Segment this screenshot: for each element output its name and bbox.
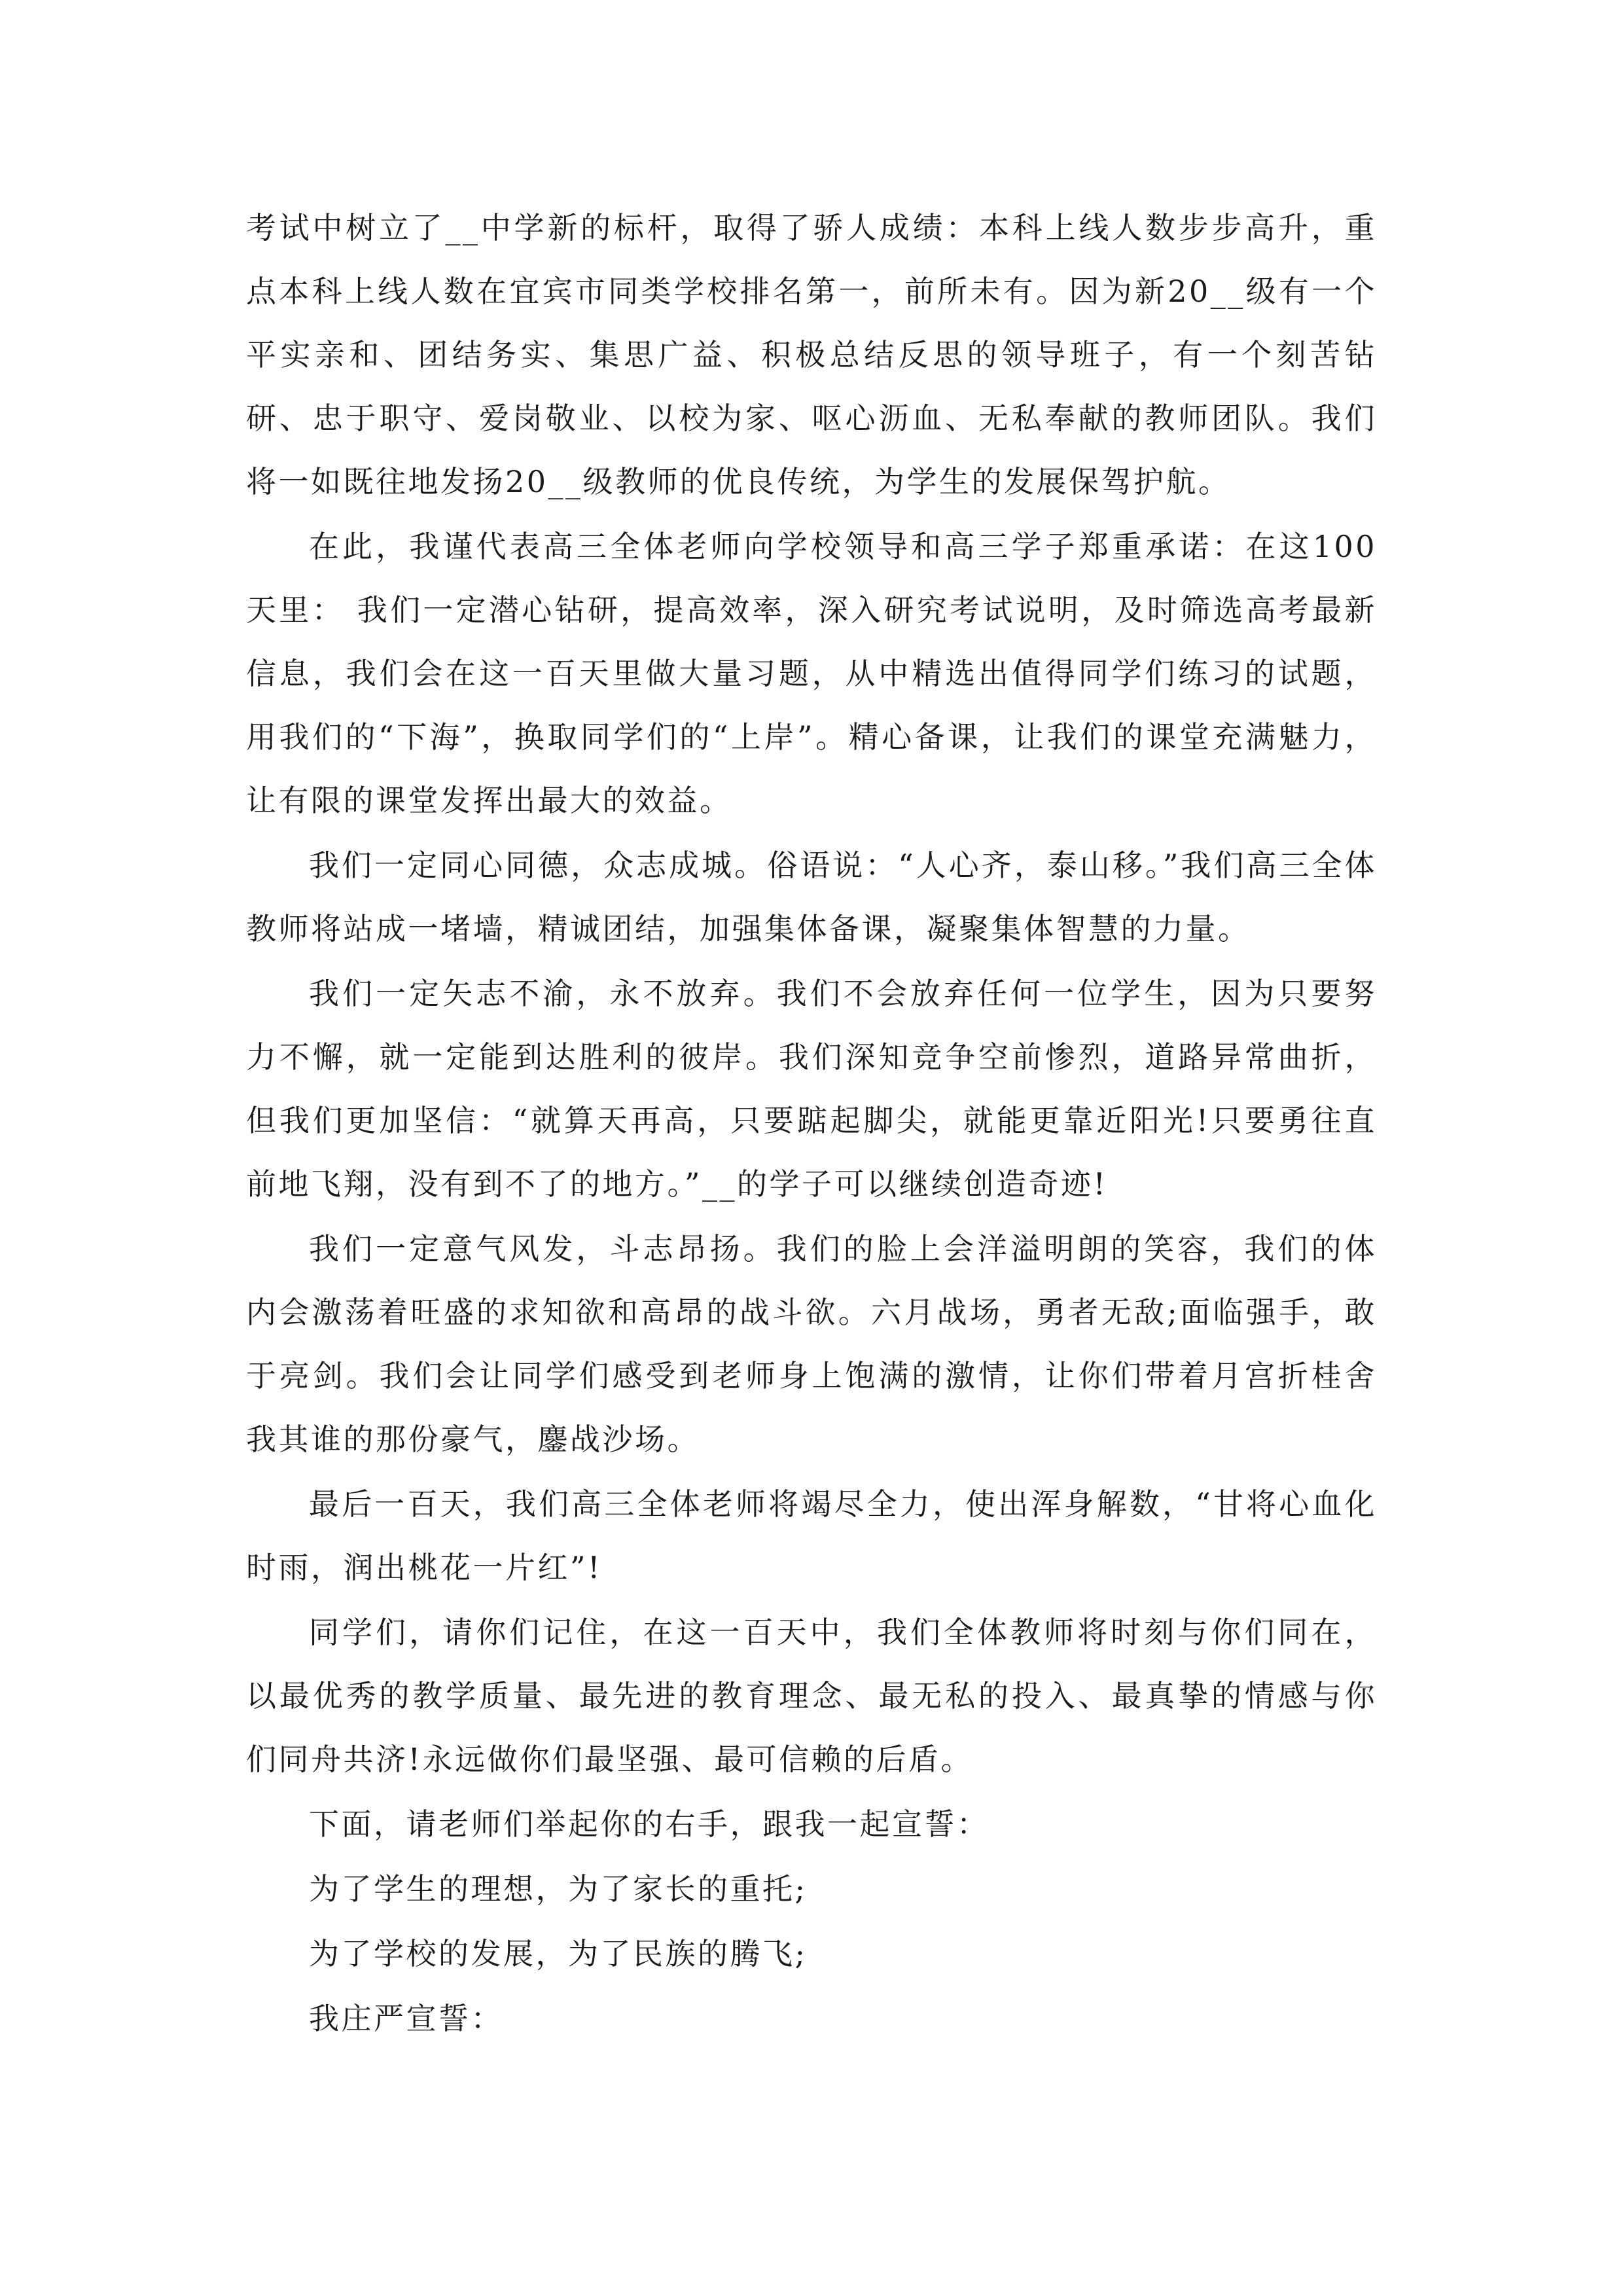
- oath-line-2: 为了学校的发展，为了民族的腾飞;: [309, 1936, 808, 1971]
- paragraph-2: 在此，我谨代表高三全体老师向学校领导和高三学子郑重承诺：在这100天里： 我们一定潜心钻研，提高效率，深入研究考试说明，及时筛选高考最新信息，我们会在这一百天里做大量习题，从中精选出值得同学们练习的试题，用我们的“下海”，换取同学们的“上岸”。精心备课，让我们的课堂充满魅力，让有限的课堂发挥出最大的效益。: [246, 529, 1377, 818]
- oath-line-3: 我庄严宣誓：: [309, 2001, 503, 2036]
- paragraph-5: 我们一定意气风发，斗志昂扬。我们的脸上会洋溢明朗的笑容，我们的体内会激荡着旺盛的求知欲和高昂的战斗欲。六月战场，勇者无敌;面临强手，敢于亮剑。我们会让同学们感受到老师身上饱满的激情，让你们带着月宫折桂舍我其谁的那份豪气，鏖战沙场。: [246, 1231, 1377, 1457]
- paragraph-3: 我们一定同心同德，众志成城。俗语说：“人心齐，泰山移。”我们高三全体教师将站成一堵墙，精诚团结，加强集体备课，凝聚集体智慧的力量。: [246, 848, 1377, 946]
- oath-line-1: 为了学生的理想，为了家长的重托;: [309, 1871, 808, 1907]
- paragraph-4: 我们一定矢志不渝，永不放弃。我们不会放弃任何一位学生，因为只要努力不懈，就一定能到达胜利的彼岸。我们深知竞争空前惨烈，道路异常曲折，但我们更加坚信：“就算天再高，只要踮起脚尖，就能更靠近阳光!只要勇往直前地飞翔，没有到不了的地方。”__的学子可以继续创造奇迹!: [246, 976, 1377, 1202]
- paragraph-6: 最后一百天，我们高三全体老师将竭尽全力，使出浑身解数，“甘将心血化时雨，润出桃花一片红”!: [246, 1486, 1377, 1585]
- paragraph-7: 同学们，请你们记住，在这一百天中，我们全体教师将时刻与你们同在，以最优秀的教学质量、最先进的教育理念、最无私的投入、最真挚的情感与你们同舟共济!永远做你们最坚强、最可信赖的后盾。: [246, 1615, 1377, 1777]
- paragraph-1: 考试中树立了__中学新的标杆，取得了骄人成绩：本科上线人数步步高升，重点本科上线人数在宜宾市同类学校排名第一，前所未有。因为新20__级有一个平实亲和、团结务实、集思广益、积极总结反思的领导班子，有一个刻苦钻研、忠于职守、爱岗敬业、以校为家、呕心沥血、无私奉献的教师团队。我们将一如既往地发扬20__级教师的优良传统，为学生的发展保驾护航。: [246, 210, 1377, 499]
- document-page: [246, 196, 1377, 2052]
- paragraph-8: 下面，请老师们举起你的右手，跟我一起宣誓：: [309, 1806, 990, 1842]
